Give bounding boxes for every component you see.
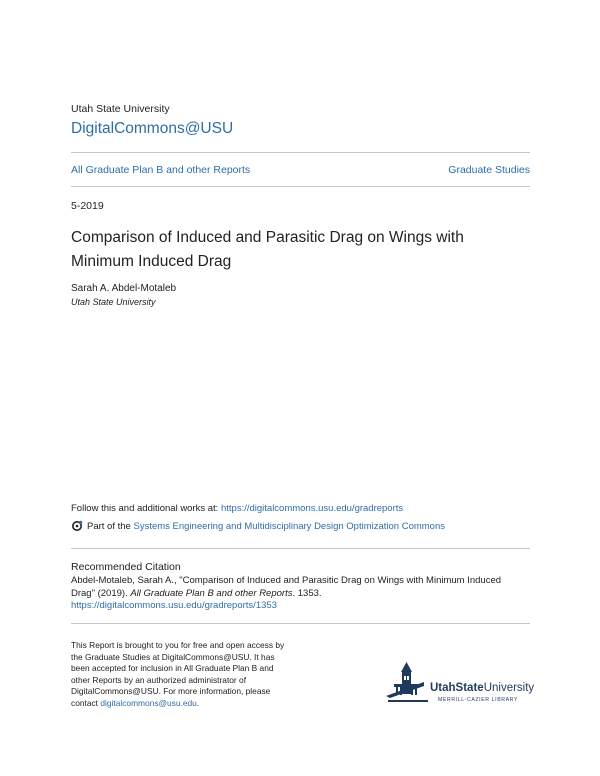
- citation-url-link[interactable]: https://digitalcommons.usu.edu/gradreports/1353: [71, 600, 277, 611]
- paper-title: [71, 226, 511, 274]
- part-of-prefix: Part of the: [87, 520, 131, 532]
- citation-series: All Graduate Plan B and other Reports: [130, 587, 293, 599]
- old-main-building-icon: [386, 662, 428, 702]
- access-notice: [71, 640, 311, 709]
- follow-prefix: Follow this and additional works at:: [71, 503, 221, 514]
- notice-line6: [71, 698, 311, 710]
- usu-library-logo: [384, 660, 534, 708]
- contact-email-link[interactable]: digitalcommons@usu.edu: [100, 697, 197, 708]
- notice-contact-end: .: [196, 697, 200, 708]
- citation-line2-end: . 1353.: [292, 587, 322, 599]
- notice-line4: other Reports by an authorized administrator of: [71, 674, 247, 685]
- notice-line5: DigitalCommons@USU. For more information, please: [71, 686, 271, 696]
- department-link[interactable]: Graduate Studies: [448, 164, 530, 176]
- notice-contact-prefix: contact: [71, 697, 101, 708]
- logo-text-bold: UtahState: [430, 682, 484, 694]
- notice-line2: the Graduate Studies at DigitalCommons@USU. It has: [71, 651, 275, 662]
- divider-citation: [71, 548, 530, 549]
- paper-title-line2: Minimum Induced Drag: [71, 253, 232, 270]
- logo-subtext: MERRILL-CAZIER LIBRARY: [438, 697, 518, 703]
- divider-nav: [71, 186, 530, 187]
- collection-link[interactable]: All Graduate Plan B and other Reports: [71, 164, 251, 176]
- institution-name: Utah State University: [71, 103, 170, 115]
- citation-line1: Abdel-Motaleb, Sarah A., "Comparison of Induced and Parasitic Drag on Wings with Minimum Induced: [71, 575, 502, 586]
- notice-line3: been accepted for inclusion in All Graduate Plan B and: [71, 663, 274, 673]
- part-of-line: [71, 520, 445, 532]
- notice-line1: This Report is brought to you for free and open access by: [71, 640, 285, 650]
- citation-heading: Recommended Citation: [71, 561, 181, 573]
- digitalcommons-brand-link[interactable]: DigitalCommons@USU: [71, 120, 234, 137]
- publication-date: 5-2019: [71, 200, 104, 212]
- follow-url-link[interactable]: https://digitalcommons.usu.edu/gradreports: [220, 503, 404, 514]
- citation-line2: [71, 588, 531, 601]
- author-name: Sarah A. Abdel-Motaleb: [71, 283, 177, 294]
- citation-line2-start: Drag" (2019).: [71, 587, 131, 599]
- logo-text-light: University: [483, 682, 534, 694]
- citation-body: [71, 575, 531, 613]
- divider-top: [71, 152, 530, 153]
- network-commons-icon: [71, 520, 83, 532]
- author-affiliation: Utah State University: [71, 297, 156, 307]
- svg-text:UtahStateUniversity: [430, 682, 534, 694]
- divider-notice: [71, 623, 530, 624]
- paper-title-line1: Comparison of Induced and Parasitic Drag on Wings with: [71, 229, 464, 246]
- follow-line: [71, 503, 403, 514]
- commons-discipline-link[interactable]: Systems Engineering and Multidisciplinary Design Optimization Commons: [133, 520, 446, 532]
